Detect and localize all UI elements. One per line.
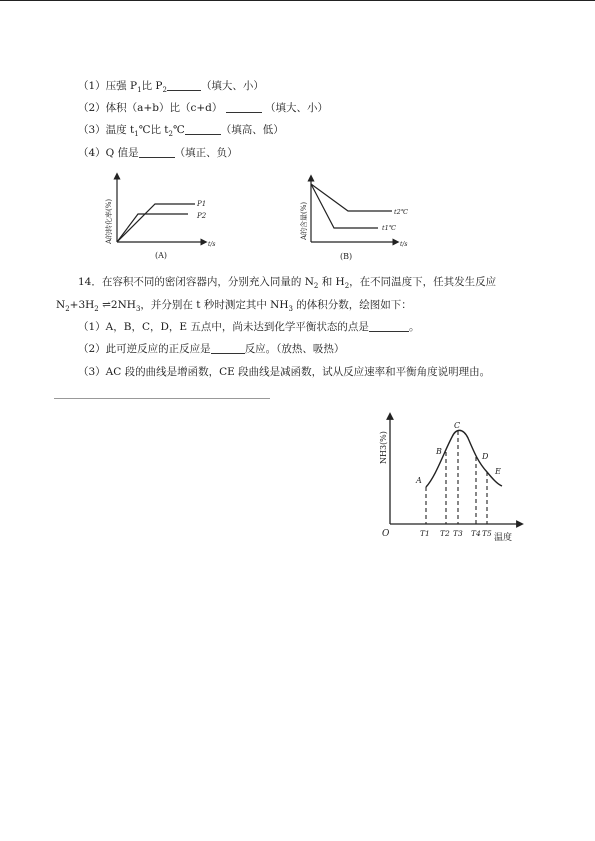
answer-line[interactable] (54, 398, 270, 399)
q14-line1: 14．在容积不同的密闭容器内，分别充入同量的 $N_2$ 和 $H_2$，在不同温度下，任其发生反应 (78, 276, 497, 291)
answer-blank[interactable] (167, 80, 201, 91)
curve-p2 (117, 214, 188, 242)
answer-blank[interactable] (369, 321, 409, 332)
curve-p1 (117, 204, 195, 242)
q14-sub3: （3）AC 段的曲线是增函数，CE 段曲线是减函数，试从反应速率和平衡角度说明理由。 (78, 366, 491, 378)
drop-lines (426, 431, 487, 524)
question-4: （4）Q 值是 （填正、负） (78, 147, 238, 159)
q14-sub1: （1）A，B，C，D，E 五点中，尚未达到化学平衡状态的点是 。 (78, 321, 420, 333)
top-border (0, 0, 595, 1)
graph-nh3 (370, 412, 530, 546)
question-3: （3）温度 $t_1℃$比 $t_2℃$ （填高、低） (78, 124, 284, 139)
axis-x-label: t/s (400, 241, 408, 248)
q14-line2: $N_2+3H_2$ $\rightleftharpoons 2NH_3$，并分别在 t 秒时测定其中 $NH_3$ 的体积分数，绘图如下： (56, 299, 412, 314)
caption-b: (B) (340, 252, 353, 261)
axis-y-label: A的转化率(%) (105, 198, 113, 244)
tick-t3: T3 (453, 529, 463, 538)
label-t1: t1℃ (382, 224, 397, 232)
graph-a (100, 172, 220, 264)
q14-sub2: （2）此可逆反应的正反应是 反应。（放热、吸热） (78, 343, 345, 355)
answer-blank[interactable] (226, 102, 262, 113)
nh3-curve (426, 430, 502, 487)
axis-y-label: NH3(%) (379, 431, 388, 464)
answer-blank[interactable] (211, 343, 245, 354)
point-c: C (454, 421, 461, 430)
origin-label: O (382, 529, 390, 539)
question-2: （2）体积（a+b）比（c+d） （填大、小） (78, 102, 329, 114)
point-d: D (482, 452, 489, 461)
axis-x-label: 温度 (494, 533, 513, 543)
caption-a: (A) (155, 251, 168, 260)
graph-b (296, 178, 416, 266)
axis-y-label: A的含量(%) (300, 201, 308, 240)
axis-x-label: t/s (208, 241, 216, 248)
label-p1: P1 (197, 200, 207, 208)
tick-t2: T2 (440, 529, 450, 538)
label-p2: P2 (197, 212, 207, 220)
question-1: （1）压强 $P_1$比 $P_2$ （填大、小） (78, 80, 264, 95)
tick-t4: T4 (471, 529, 481, 538)
answer-blank[interactable] (139, 147, 175, 158)
point-a: A (416, 476, 422, 485)
tick-t5: T5 (482, 529, 492, 538)
point-e: E (495, 467, 501, 476)
answer-blank[interactable] (185, 124, 221, 135)
tick-t1: T1 (420, 529, 430, 538)
label-t2: t2℃ (394, 208, 409, 216)
point-b: B (436, 447, 442, 456)
